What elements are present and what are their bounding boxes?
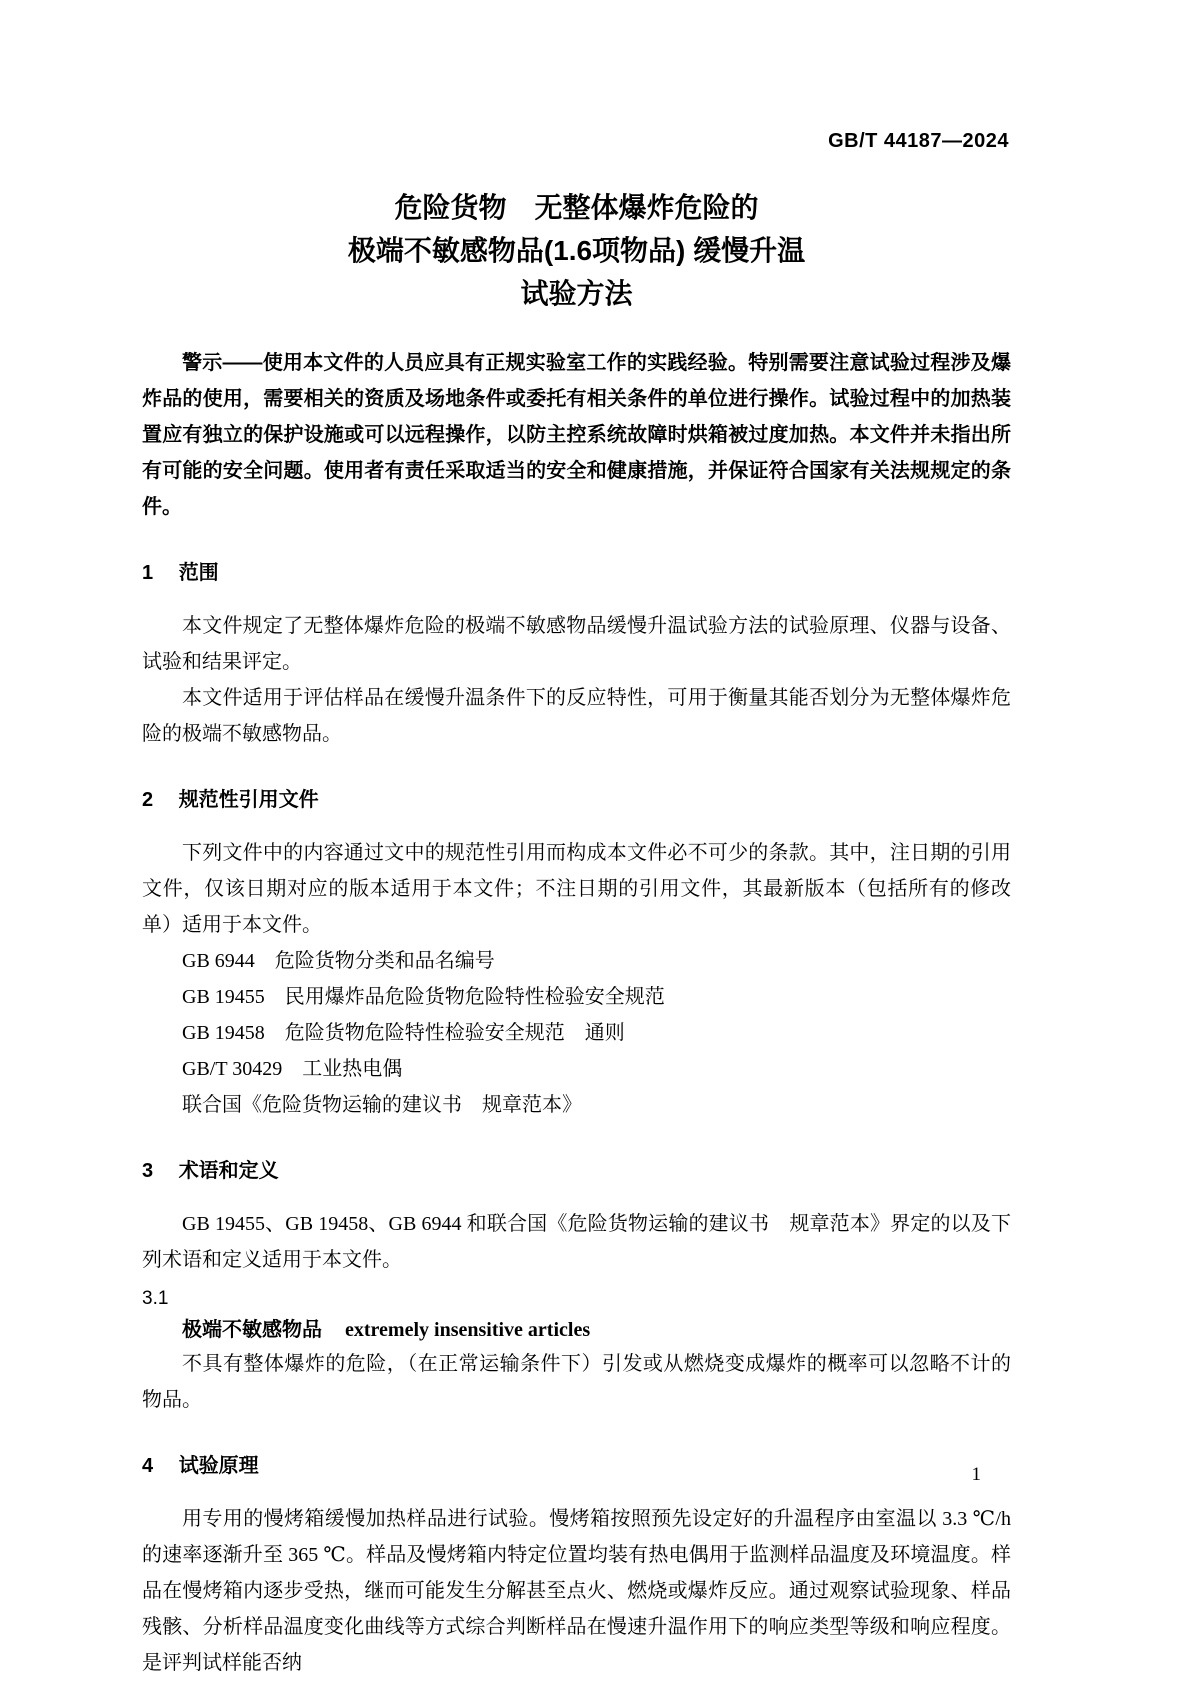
section-3-paragraph-1: GB 19455、GB 19458、GB 6944 和联合国《危险货物运输的建议书 规章范本》界定的以及下列术语和定义适用于本文件。 (142, 1213, 1011, 1271)
term-entry (142, 1314, 1011, 1346)
page-content (142, 186, 1011, 1681)
clause-number-3-1: 3.1 (142, 1288, 169, 1309)
reference-list (142, 943, 1011, 1123)
reference-item-1: GB 6944 危险货物分类和品名编号 (182, 950, 495, 972)
term-english: extremely insensitive articles (345, 1319, 591, 1341)
section-1-number: 1 (142, 562, 154, 584)
section-4-paragraph-1: 用专用的慢烤箱缓慢加热样品进行试验。慢烤箱按照预先设定好的升温程序由室温以 3.3 ℃/h 的速率逐渐升至 365 ℃。样品及慢烤箱内特定位置均装有热电偶用于监测样品温度及环境温度。样品在慢烤箱内逐步受热，继而可能发生分解甚至点火、燃烧或爆炸反应。通过观察试验现象、样品残骸、分析样品温度变化曲线等方式综合判断样品在慢速升温作用下的响应类型等级和响应程度。是评判试样能否纳 (142, 1508, 1011, 1674)
term-definition: 不具有整体爆炸的危险，（在正常运输条件下）引发或从燃烧变成爆炸的概率可以忽略不计的物品。 (142, 1353, 1011, 1411)
page-number: 1 (971, 1464, 981, 1485)
section-3-heading (142, 1159, 1011, 1184)
section-1-paragraph-1: 本文件规定了无整体爆炸危险的极端不敏感物品缓慢升温试验方法的试验原理、仪器与设备、试验和结果评定。 (142, 615, 1011, 673)
standard-number: GB/T 44187—2024 (828, 130, 1009, 152)
title-line-3: 试验方法 (520, 278, 633, 309)
reference-item-2: GB 19455 民用爆炸品危险货物危险特性检验安全规范 (182, 986, 665, 1008)
section-2-number: 2 (142, 789, 154, 811)
reference-item-4: GB/T 30429 工业热电偶 (182, 1058, 403, 1080)
title-line-1: 危险货物 无整体爆炸危险的 (394, 192, 759, 223)
section-2-paragraph-1: 下列文件中的内容通过文中的规范性引用而构成本文件必不可少的条款。其中，注日期的引用文件，仅该日期对应的版本适用于本文件；不注日期的引用文件，其最新版本（包括所有的修改单）适用于本文件。 (142, 842, 1011, 936)
document-title (142, 186, 1011, 315)
section-1-title: 范围 (178, 562, 219, 584)
term-chinese: 极端不敏感物品 (182, 1319, 322, 1341)
section-4-title: 试验原理 (178, 1455, 259, 1477)
section-3-number: 3 (142, 1160, 154, 1182)
title-line-2: 极端不敏感物品(1.6项物品) 缓慢升温 (347, 235, 806, 266)
section-3-title: 术语和定义 (178, 1160, 279, 1182)
section-2-heading (142, 788, 1011, 813)
section-4-heading (142, 1454, 1011, 1479)
reference-item-3: GB 19458 危险货物危险特性检验安全规范 通则 (182, 1022, 625, 1044)
section-1-paragraph-2: 本文件适用于评估样品在缓慢升温条件下的反应特性，可用于衡量其能否划分为无整体爆炸危险的极端不敏感物品。 (142, 687, 1011, 745)
section-1-heading (142, 561, 1011, 586)
reference-item-5: 联合国《危险货物运输的建议书 规章范本》 (182, 1094, 582, 1116)
warning-paragraph: 警示——使用本文件的人员应具有正规实验室工作的实践经验。特别需要注意试验过程涉及爆炸品的使用，需要相关的资质及场地条件或委托有相关条件的单位进行操作。试验过程中的加热装置应有独立的保护设施或可以远程操作，以防主控系统故障时烘箱被过度加热。本文件并未指出所有可能的安全问题。使用者有责任采取适当的安全和健康措施，并保证符合国家有关法规规定的条件。 (142, 352, 1011, 518)
section-2-title: 规范性引用文件 (178, 789, 319, 811)
section-4-number: 4 (142, 1455, 154, 1477)
